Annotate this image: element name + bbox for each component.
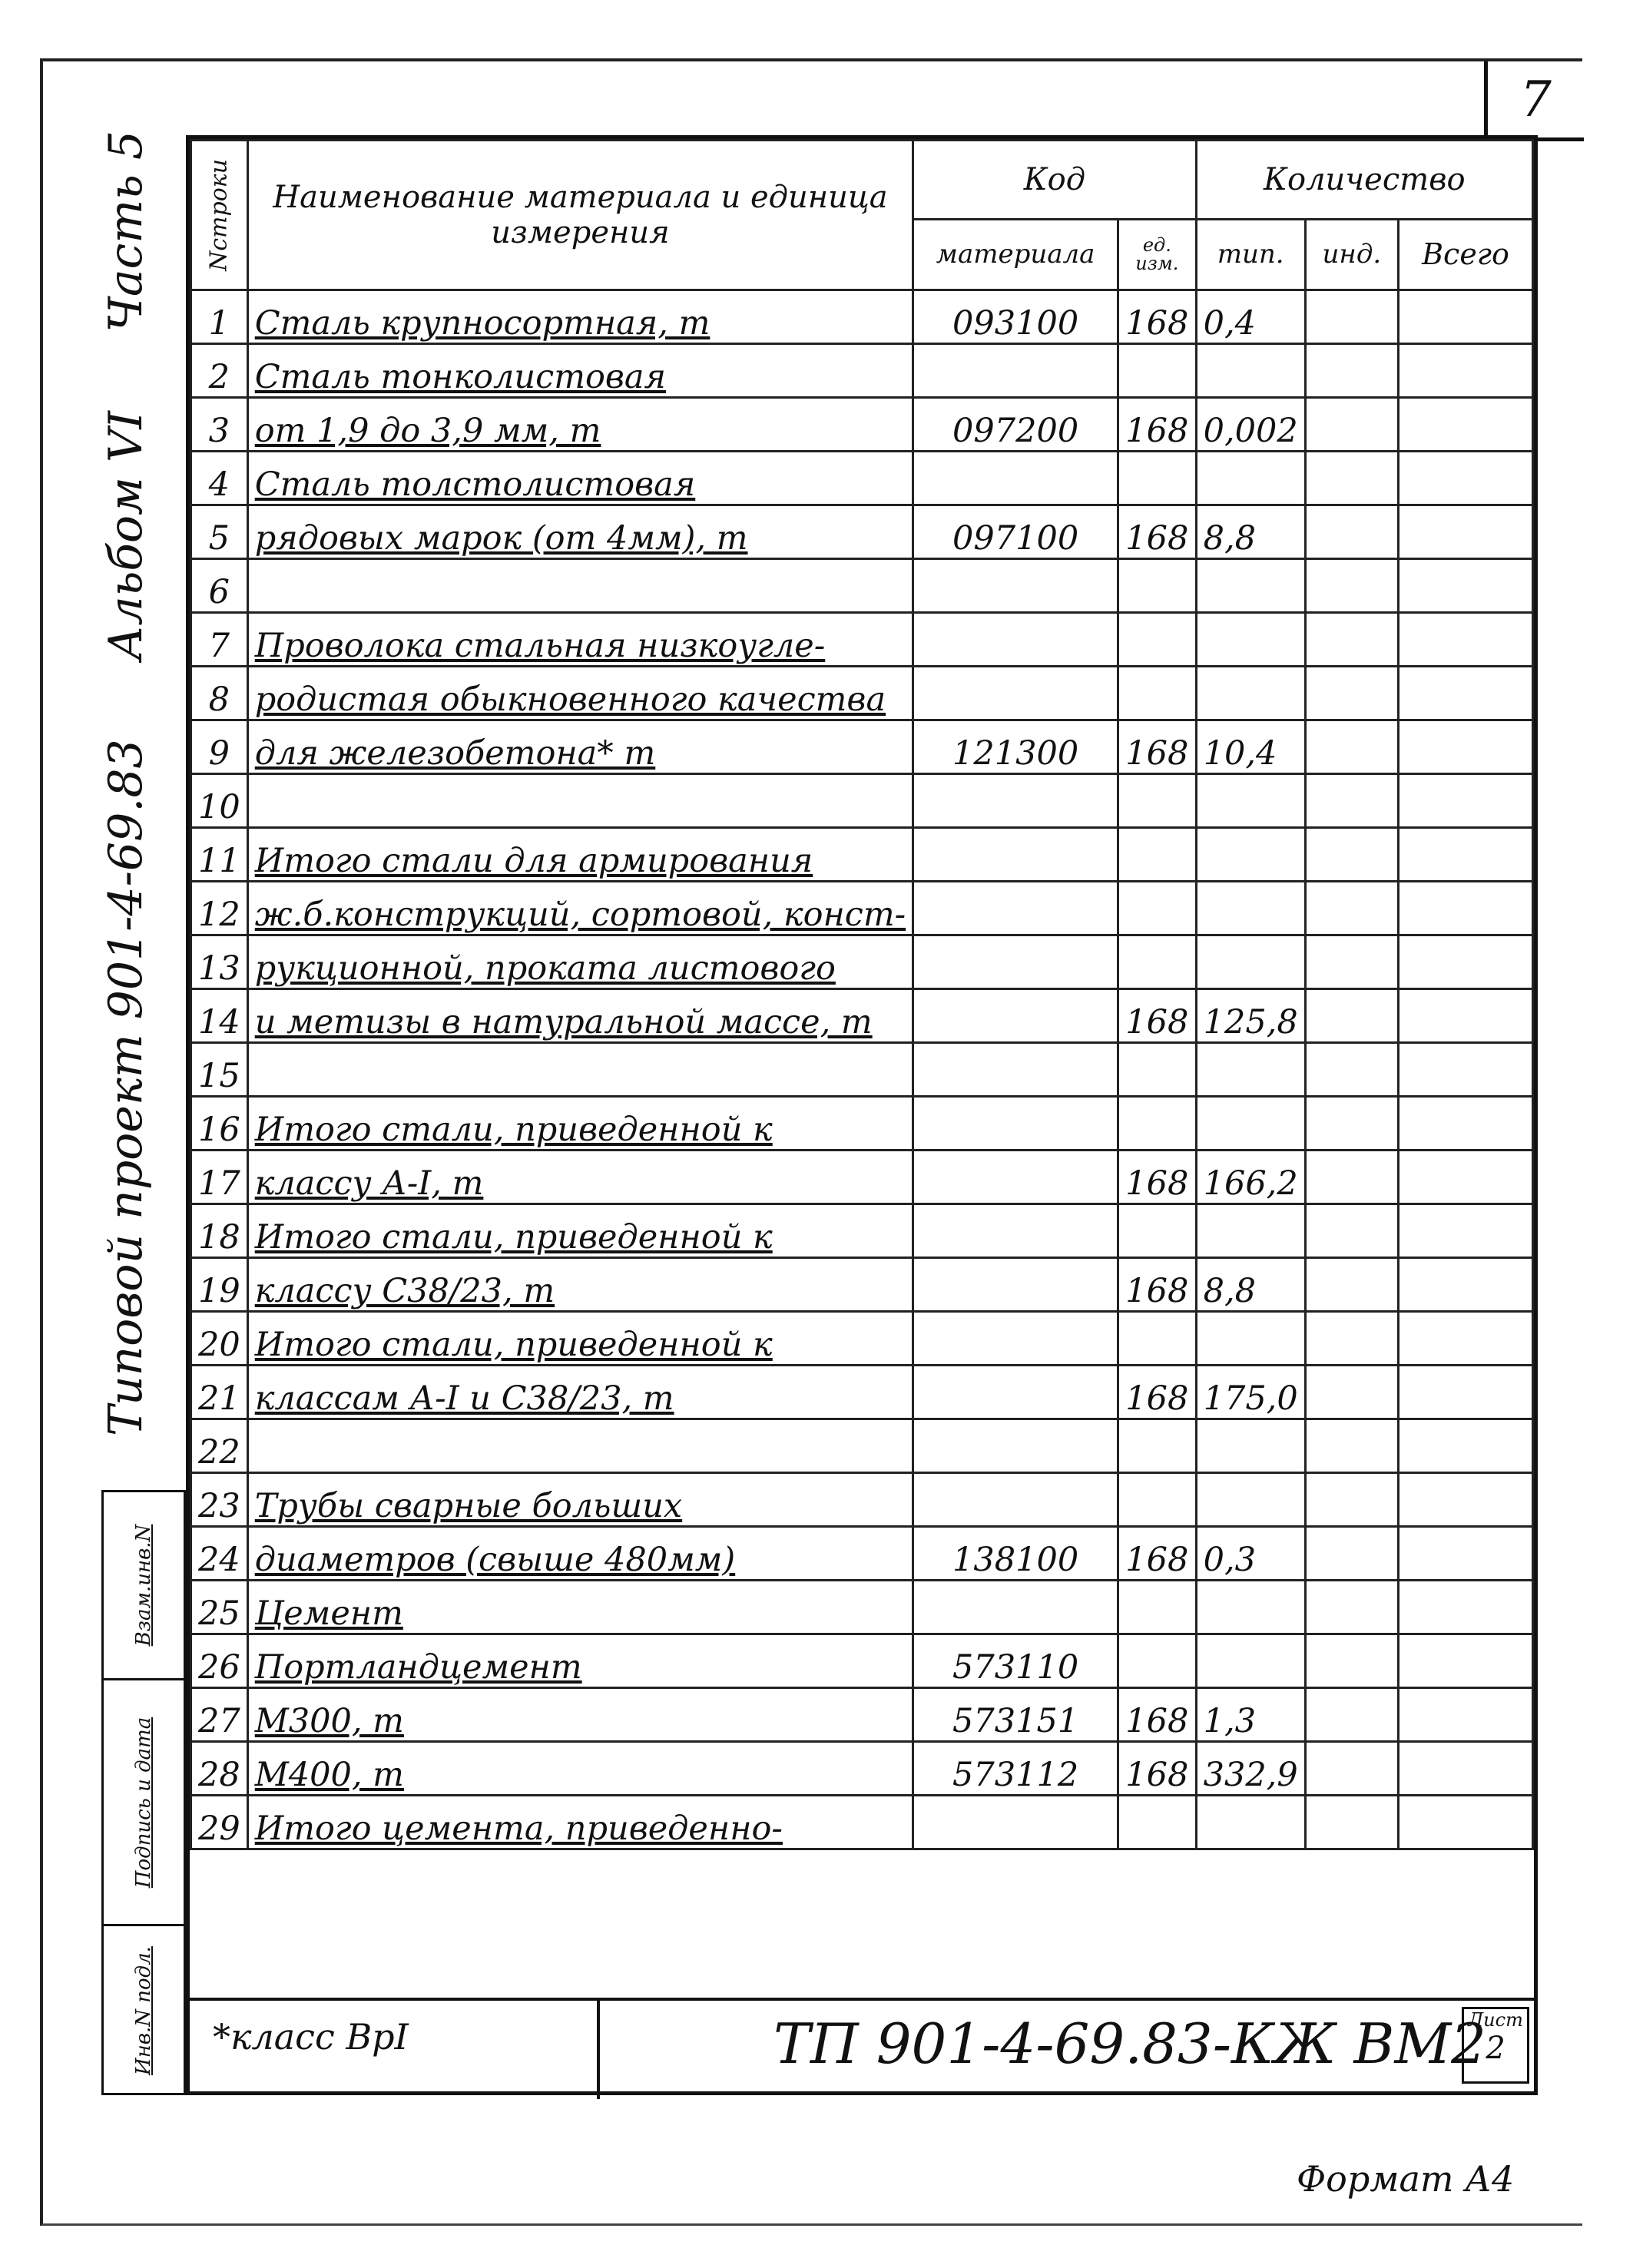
row-number-cell: 20 xyxy=(191,1312,248,1366)
row-number-cell: 16 xyxy=(191,1097,248,1151)
unit-code-cell xyxy=(1118,1419,1197,1473)
qty-ind-cell xyxy=(1305,505,1398,559)
material-name-cell: Сталь крупносортная, т xyxy=(247,290,913,344)
unit-code-cell: 168 xyxy=(1118,290,1197,344)
unit-code-cell xyxy=(1118,1796,1197,1849)
material-name-cell xyxy=(247,774,913,828)
row-number-cell: 13 xyxy=(191,935,248,989)
unit-code-cell xyxy=(1118,1043,1197,1097)
table-row xyxy=(191,1419,1533,1473)
row-number-cell: 12 xyxy=(191,882,248,935)
qty-ind-cell xyxy=(1305,1634,1398,1688)
col-name: Наименование материала и единица измерения xyxy=(247,141,913,290)
qty-typ-cell xyxy=(1196,1097,1305,1151)
material-name-cell: ж.б.конструкций, сортовой, конст- xyxy=(247,882,913,935)
materials-sheet xyxy=(186,135,1538,2095)
stamp-replacement: Взам.инв.N xyxy=(132,1524,155,1647)
table-row xyxy=(191,1581,1533,1634)
row-number-cell: 27 xyxy=(191,1688,248,1742)
qty-total-cell xyxy=(1399,935,1533,989)
qty-ind-cell xyxy=(1305,559,1398,613)
material-code-cell xyxy=(913,1796,1118,1849)
row-number-cell: 10 xyxy=(191,774,248,828)
qty-typ-cell xyxy=(1196,613,1305,667)
col-qty-typ: тип. xyxy=(1196,219,1305,290)
unit-code-cell: 168 xyxy=(1118,1742,1197,1796)
qty-total-cell xyxy=(1399,505,1533,559)
material-code-cell: 121300 xyxy=(913,720,1118,774)
qty-ind-cell xyxy=(1305,828,1398,882)
sheet-box xyxy=(1462,2007,1529,2084)
unit-code-cell xyxy=(1118,1634,1197,1688)
material-name-cell: Проволока стальная низкоугле- xyxy=(247,613,913,667)
qty-typ-cell xyxy=(1196,774,1305,828)
document-code: ТП 901-4-69.83-КЖ ВМ2 xyxy=(773,2011,1486,2076)
stamp-signature-date: Подпись и дата xyxy=(104,1678,184,1924)
col-qty-total: Всего xyxy=(1399,219,1533,290)
qty-typ-cell: 8,8 xyxy=(1196,1258,1305,1312)
unit-code-cell xyxy=(1118,1204,1197,1258)
qty-typ-cell xyxy=(1196,1634,1305,1688)
qty-ind-cell xyxy=(1305,290,1398,344)
unit-code-cell xyxy=(1118,559,1197,613)
material-code-cell xyxy=(913,1151,1118,1204)
material-name-cell: диаметров (свыше 480мм) xyxy=(247,1527,913,1581)
material-code-cell xyxy=(913,828,1118,882)
qty-ind-cell xyxy=(1305,1796,1398,1849)
qty-total-cell xyxy=(1399,720,1533,774)
qty-total-cell xyxy=(1399,882,1533,935)
col-qty-group: Количество xyxy=(1196,141,1532,220)
material-name-cell: классам А-I и С38/23, т xyxy=(247,1366,913,1419)
table-row xyxy=(191,1634,1533,1688)
qty-total-cell xyxy=(1399,1581,1533,1634)
row-number-cell: 7 xyxy=(191,613,248,667)
material-code-cell: 097100 xyxy=(913,505,1118,559)
material-code-cell xyxy=(913,1419,1118,1473)
title-block xyxy=(190,1998,1534,2096)
qty-total-cell xyxy=(1399,1742,1533,1796)
material-name-cell xyxy=(247,1043,913,1097)
table-row xyxy=(191,1742,1533,1796)
qty-ind-cell xyxy=(1305,720,1398,774)
qty-total-cell xyxy=(1399,1473,1533,1527)
unit-code-cell: 168 xyxy=(1118,1366,1197,1419)
material-name-cell: Итого стали, приведенной к xyxy=(247,1097,913,1151)
material-name-cell: Итого стали для армирования xyxy=(247,828,913,882)
qty-total-cell xyxy=(1399,1634,1533,1688)
row-number-cell: 23 xyxy=(191,1473,248,1527)
table-row xyxy=(191,290,1533,344)
side-title-project: Типовой проект 901-4-69.83 xyxy=(99,739,153,1436)
unit-code-cell xyxy=(1118,828,1197,882)
stamp-column xyxy=(101,1490,186,2095)
row-number-cell: 21 xyxy=(191,1366,248,1419)
material-name-cell: Портландцемент xyxy=(247,1634,913,1688)
unit-code-cell: 168 xyxy=(1118,1527,1197,1581)
row-number-cell: 8 xyxy=(191,667,248,720)
table-row xyxy=(191,1366,1533,1419)
unit-code-cell xyxy=(1118,1097,1197,1151)
material-name-cell: рукционной, проката листового xyxy=(247,935,913,989)
qty-typ-cell xyxy=(1196,935,1305,989)
material-name-cell: Трубы сварные больших xyxy=(247,1473,913,1527)
qty-total-cell xyxy=(1399,398,1533,452)
material-code-cell: 573151 xyxy=(913,1688,1118,1742)
qty-ind-cell xyxy=(1305,1312,1398,1366)
qty-typ-cell: 175,0 xyxy=(1196,1366,1305,1419)
material-code-cell: 097200 xyxy=(913,398,1118,452)
table-row xyxy=(191,1258,1533,1312)
qty-typ-cell: 10,4 xyxy=(1196,720,1305,774)
material-name-cell: классу А-I, т xyxy=(247,1151,913,1204)
qty-typ-cell xyxy=(1196,1581,1305,1634)
table-row xyxy=(191,774,1533,828)
qty-ind-cell xyxy=(1305,1581,1398,1634)
material-code-cell xyxy=(913,774,1118,828)
unit-code-cell xyxy=(1118,882,1197,935)
qty-total-cell xyxy=(1399,290,1533,344)
side-title-part: Часть 5 xyxy=(99,131,153,333)
qty-typ-cell xyxy=(1196,452,1305,505)
qty-typ-cell xyxy=(1196,1312,1305,1366)
row-number-cell: 15 xyxy=(191,1043,248,1097)
unit-code-cell: 168 xyxy=(1118,1688,1197,1742)
col-code-unit: ед. изм. xyxy=(1118,219,1197,290)
qty-total-cell xyxy=(1399,1043,1533,1097)
row-number-cell: 22 xyxy=(191,1419,248,1473)
table-row xyxy=(191,344,1533,398)
qty-total-cell xyxy=(1399,667,1533,720)
qty-total-cell xyxy=(1399,1151,1533,1204)
table-row xyxy=(191,828,1533,882)
material-code-cell xyxy=(913,1097,1118,1151)
qty-total-cell xyxy=(1399,774,1533,828)
row-number-cell: 28 xyxy=(191,1742,248,1796)
unit-code-cell xyxy=(1118,1312,1197,1366)
qty-typ-cell: 0,3 xyxy=(1196,1527,1305,1581)
qty-total-cell xyxy=(1399,344,1533,398)
material-code-cell xyxy=(913,613,1118,667)
qty-total-cell xyxy=(1399,1097,1533,1151)
qty-ind-cell xyxy=(1305,1366,1398,1419)
qty-typ-cell: 0,002 xyxy=(1196,398,1305,452)
page-number: 7 xyxy=(1484,61,1584,141)
qty-ind-cell xyxy=(1305,452,1398,505)
sheet-number: 2 xyxy=(1486,2031,1505,2066)
table-row xyxy=(191,559,1533,613)
material-code-cell xyxy=(913,1204,1118,1258)
qty-total-cell xyxy=(1399,1527,1533,1581)
row-number-cell: 29 xyxy=(191,1796,248,1849)
qty-total-cell xyxy=(1399,1204,1533,1258)
material-name-cell: рядовых марок (от 4мм), т xyxy=(247,505,913,559)
qty-typ-cell xyxy=(1196,1043,1305,1097)
row-number-cell: 25 xyxy=(191,1581,248,1634)
qty-ind-cell xyxy=(1305,1097,1398,1151)
unit-code-cell xyxy=(1118,344,1197,398)
unit-code-cell xyxy=(1118,452,1197,505)
qty-ind-cell xyxy=(1305,1419,1398,1473)
qty-total-cell xyxy=(1399,989,1533,1043)
material-code-cell xyxy=(913,989,1118,1043)
qty-typ-cell xyxy=(1196,667,1305,720)
unit-code-cell xyxy=(1118,1473,1197,1527)
table-row xyxy=(191,935,1533,989)
qty-typ-cell: 0,4 xyxy=(1196,290,1305,344)
material-code-cell: 573110 xyxy=(913,1634,1118,1688)
material-code-cell: 093100 xyxy=(913,290,1118,344)
material-code-cell xyxy=(913,882,1118,935)
row-number-cell: 11 xyxy=(191,828,248,882)
unit-code-cell: 168 xyxy=(1118,505,1197,559)
qty-ind-cell xyxy=(1305,1043,1398,1097)
qty-typ-cell: 332,9 xyxy=(1196,1742,1305,1796)
material-code-cell xyxy=(913,559,1118,613)
row-number-cell: 6 xyxy=(191,559,248,613)
table-row xyxy=(191,667,1533,720)
material-code-cell xyxy=(913,1581,1118,1634)
qty-typ-cell: 1,3 xyxy=(1196,1688,1305,1742)
material-code-cell xyxy=(913,1366,1118,1419)
material-name-cell: для железобетона* т xyxy=(247,720,913,774)
row-number-cell: 26 xyxy=(191,1634,248,1688)
qty-typ-cell xyxy=(1196,1204,1305,1258)
qty-typ-cell xyxy=(1196,559,1305,613)
material-name-cell: родистая обыкновенного качества xyxy=(247,667,913,720)
material-name-cell: Итого стали, приведенной к xyxy=(247,1204,913,1258)
qty-total-cell xyxy=(1399,559,1533,613)
unit-code-cell xyxy=(1118,667,1197,720)
table-row xyxy=(191,1204,1533,1258)
qty-typ-cell: 125,8 xyxy=(1196,989,1305,1043)
table-row xyxy=(191,1151,1533,1204)
col-qty-ind: инд. xyxy=(1305,219,1398,290)
qty-ind-cell xyxy=(1305,1258,1398,1312)
row-number-cell: 3 xyxy=(191,398,248,452)
title-block-divider xyxy=(597,2001,600,2099)
row-number-cell: 1 xyxy=(191,290,248,344)
qty-total-cell xyxy=(1399,1312,1533,1366)
material-code-cell: 573112 xyxy=(913,1742,1118,1796)
qty-typ-cell xyxy=(1196,882,1305,935)
sheet-label: Лист xyxy=(1468,2009,1523,2031)
qty-total-cell xyxy=(1399,828,1533,882)
qty-total-cell xyxy=(1399,1258,1533,1312)
material-name-cell: Цемент xyxy=(247,1581,913,1634)
side-title-album: Альбом VI xyxy=(99,410,153,661)
qty-ind-cell xyxy=(1305,344,1398,398)
qty-typ-cell: 8,8 xyxy=(1196,505,1305,559)
qty-ind-cell xyxy=(1305,1473,1398,1527)
qty-ind-cell xyxy=(1305,398,1398,452)
material-code-cell xyxy=(913,667,1118,720)
material-code-cell: 138100 xyxy=(913,1527,1118,1581)
footnote: *класс ВрI xyxy=(213,2016,409,2058)
qty-typ-cell xyxy=(1196,1419,1305,1473)
unit-code-cell: 168 xyxy=(1118,398,1197,452)
qty-total-cell xyxy=(1399,452,1533,505)
row-number-cell: 24 xyxy=(191,1527,248,1581)
unit-code-cell: 168 xyxy=(1118,1258,1197,1312)
qty-ind-cell xyxy=(1305,989,1398,1043)
material-name-cell: Сталь толстолистовая xyxy=(247,452,913,505)
material-name-cell: от 1,9 до 3,9 мм, т xyxy=(247,398,913,452)
table-row xyxy=(191,505,1533,559)
qty-ind-cell xyxy=(1305,613,1398,667)
qty-typ-cell xyxy=(1196,1473,1305,1527)
qty-total-cell xyxy=(1399,1366,1533,1419)
table-row xyxy=(191,1043,1533,1097)
col-code-material: материала xyxy=(913,219,1118,290)
table-row xyxy=(191,452,1533,505)
table-row xyxy=(191,720,1533,774)
row-number-cell: 5 xyxy=(191,505,248,559)
unit-code-cell: 168 xyxy=(1118,989,1197,1043)
format-label: Формат А4 xyxy=(1297,2158,1515,2200)
material-code-cell xyxy=(913,1473,1118,1527)
qty-typ-cell xyxy=(1196,828,1305,882)
material-code-cell xyxy=(913,1258,1118,1312)
qty-total-cell xyxy=(1399,1796,1533,1849)
material-name-cell: классу С38/23, т xyxy=(247,1258,913,1312)
qty-ind-cell xyxy=(1305,1742,1398,1796)
unit-code-cell xyxy=(1118,1581,1197,1634)
material-code-cell xyxy=(913,1312,1118,1366)
table-row xyxy=(191,1097,1533,1151)
row-number-cell: 14 xyxy=(191,989,248,1043)
unit-code-cell: 168 xyxy=(1118,720,1197,774)
qty-ind-cell xyxy=(1305,1527,1398,1581)
table-row xyxy=(191,1473,1533,1527)
qty-ind-cell xyxy=(1305,667,1398,720)
table-row xyxy=(191,1796,1533,1849)
unit-code-cell xyxy=(1118,935,1197,989)
qty-total-cell xyxy=(1399,1688,1533,1742)
material-name-cell xyxy=(247,1419,913,1473)
qty-ind-cell xyxy=(1305,774,1398,828)
side-title xyxy=(80,131,172,1436)
qty-ind-cell xyxy=(1305,1688,1398,1742)
material-name-cell: Сталь тонколистовая xyxy=(247,344,913,398)
material-code-cell xyxy=(913,452,1118,505)
stamp-inventory: Инв.N подл. xyxy=(104,1924,184,2094)
col-row-number: Nстроки xyxy=(191,141,248,290)
unit-code-cell: 168 xyxy=(1118,1151,1197,1204)
qty-ind-cell xyxy=(1305,1151,1398,1204)
qty-typ-cell xyxy=(1196,344,1305,398)
material-code-cell xyxy=(913,344,1118,398)
material-name-cell xyxy=(247,559,913,613)
row-number-cell: 4 xyxy=(191,452,248,505)
qty-ind-cell xyxy=(1305,935,1398,989)
qty-ind-cell xyxy=(1305,882,1398,935)
col-code-group: Код xyxy=(913,141,1196,220)
table-row xyxy=(191,1527,1533,1581)
table-row xyxy=(191,989,1533,1043)
table-row xyxy=(191,398,1533,452)
material-name-cell: М300, т xyxy=(247,1688,913,1742)
row-number-cell: 18 xyxy=(191,1204,248,1258)
qty-typ-cell xyxy=(1196,1796,1305,1849)
unit-code-cell xyxy=(1118,774,1197,828)
qty-total-cell xyxy=(1399,1419,1533,1473)
qty-typ-cell: 166,2 xyxy=(1196,1151,1305,1204)
material-name-cell: М400, т xyxy=(247,1742,913,1796)
qty-ind-cell xyxy=(1305,1204,1398,1258)
material-name-cell: Итого цемента, приведенно- xyxy=(247,1796,913,1849)
table-row xyxy=(191,1312,1533,1366)
row-number-cell: 9 xyxy=(191,720,248,774)
row-number-cell: 19 xyxy=(191,1258,248,1312)
row-number-cell: 17 xyxy=(191,1151,248,1204)
material-name-cell: Итого стали, приведенной к xyxy=(247,1312,913,1366)
row-number-cell: 2 xyxy=(191,344,248,398)
material-code-cell xyxy=(913,1043,1118,1097)
material-code-cell xyxy=(913,935,1118,989)
table-row xyxy=(191,613,1533,667)
material-name-cell: и метизы в натуральной массе, т xyxy=(247,989,913,1043)
qty-total-cell xyxy=(1399,613,1533,667)
table-row xyxy=(191,1688,1533,1742)
unit-code-cell xyxy=(1118,613,1197,667)
materials-table xyxy=(190,139,1534,1850)
table-row xyxy=(191,882,1533,935)
